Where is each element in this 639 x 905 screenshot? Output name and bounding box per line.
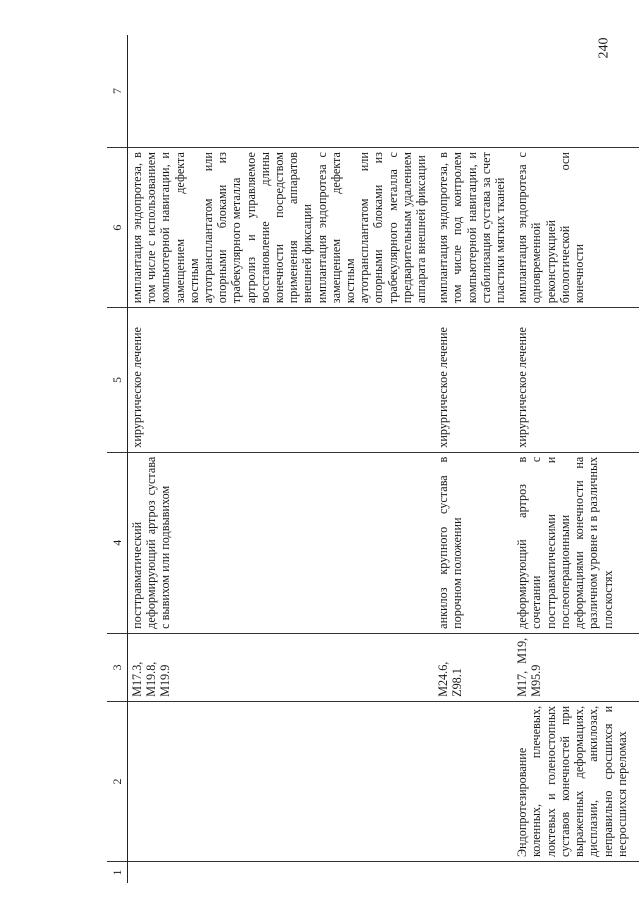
- cell-diagnosis: посттравматический деформирующий артроз сустава с вывихом или подвывихом: [128, 452, 435, 633]
- cell-icd-codes: M17, M19, M95.9: [513, 633, 639, 701]
- header-col-1: 1: [107, 862, 128, 883]
- cell-icd-codes: M24.6, Z98.1: [434, 633, 513, 701]
- header-col-3: 3: [107, 633, 128, 701]
- rotated-table-container: [107, 35, 629, 883]
- cell-number: [434, 862, 513, 883]
- method-item: имплантация эндопротеза с замещением дефекта костным аутотрансплантатом или опорными блоками из трабекулярного металла с предварительным удалением аппарата внешней фиксации: [314, 152, 429, 304]
- method-item: имплантация эндопротеза, в том числе с использованием компьютерной навигации, и замещением дефекта костным аутотрансплантатом или опорными блоками из трабекулярного металла: [130, 152, 244, 304]
- cell-procedure: [128, 701, 435, 861]
- method-item: артролиз и управляемое восстановление длины конечности посредством применения аппаратов внешней фиксации: [243, 152, 315, 304]
- header-col-6: 6: [107, 148, 128, 308]
- header-col-4: 4: [107, 452, 128, 633]
- cell-treatment-type: хирургическое лечение: [128, 308, 435, 452]
- table-row: [513, 35, 639, 883]
- cell-col7: [434, 35, 513, 148]
- document-sheet: [107, 35, 629, 883]
- treatment-table: [107, 35, 639, 883]
- cell-methods: [128, 148, 435, 308]
- cell-methods: [434, 148, 513, 308]
- cell-treatment-type: хирургическое лечение: [434, 308, 513, 452]
- page-number: 240: [596, 37, 612, 59]
- header-col-5: 5: [107, 308, 128, 452]
- method-item: имплантация эндопротеза, в том числе под контролем компьютерной навигации, и стабилизация сустава за счет пластики мягких тканей: [436, 152, 508, 304]
- cell-number: [513, 862, 639, 883]
- method-item: имплантация эндопротеза с одновременной реконструкцией биологической оси конечности: [515, 152, 587, 304]
- table-row: [128, 35, 435, 883]
- cell-number: [128, 862, 435, 883]
- cell-methods: [513, 148, 639, 308]
- cell-procedure: [434, 701, 513, 861]
- table-row: [434, 35, 513, 883]
- cell-diagnosis: деформирующий артроз в сочетании с посттравматическими и послеоперационными деформациями конечности на различном уровне и в различных плоскостях: [513, 452, 639, 633]
- cell-col7: [128, 35, 435, 148]
- cell-diagnosis: анкилоз крупного сустава в порочном положении: [434, 452, 513, 633]
- header-col-2: 2: [107, 701, 128, 861]
- header-col-7: 7: [107, 35, 128, 148]
- cell-col7: [513, 35, 639, 148]
- cell-icd-codes: M17.3, M19.8, M19.9: [128, 633, 435, 701]
- cell-treatment-type: хирургическое лечение: [513, 308, 639, 452]
- header-row: [107, 35, 128, 883]
- cell-procedure: Эндопротезирование коленных, плечевых, локтевых и голеностопных суставов конечностей при выраженных деформациях, дисплазии, анкилозах, неправильно сросшихся и несросшихся переломах: [513, 701, 639, 861]
